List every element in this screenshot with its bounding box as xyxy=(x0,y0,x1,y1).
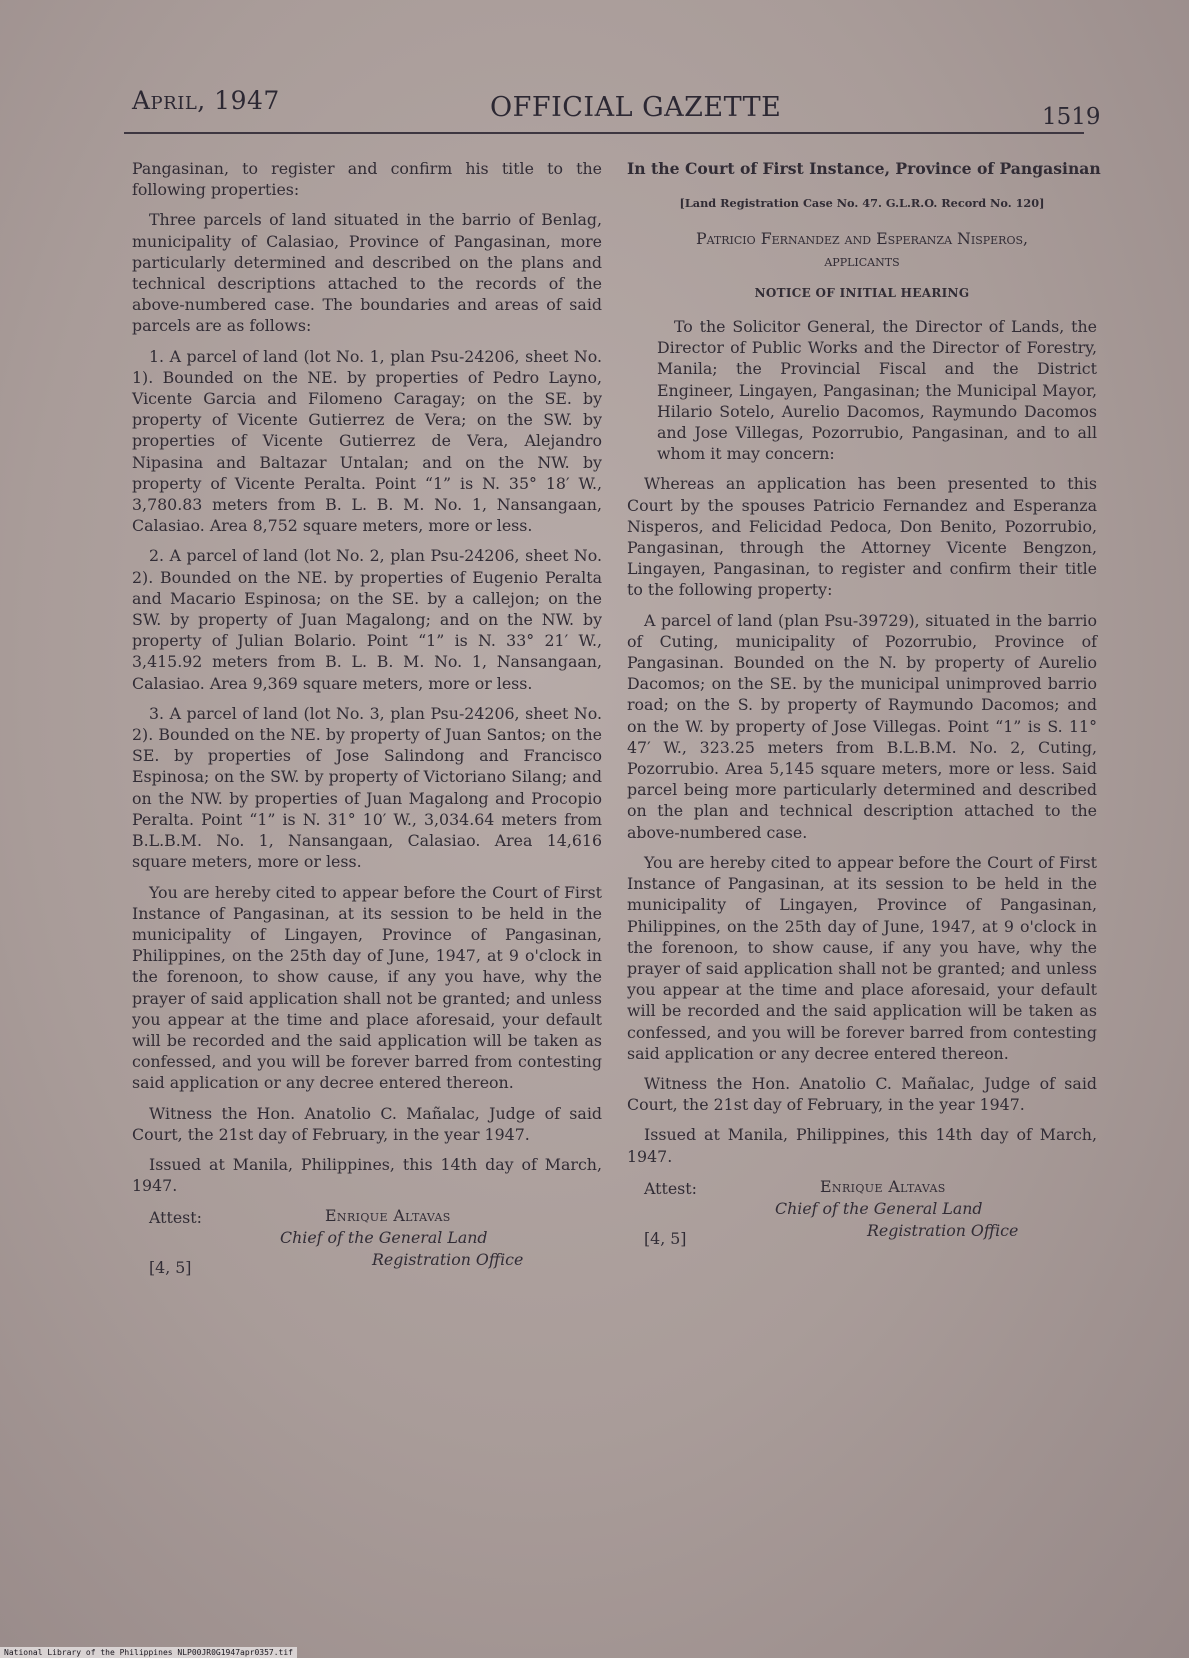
addressee-paragraph: To the Solicitor General, the Director of Lands, the Director of Public Works and the Director of Forestry, Manila; the Provincial Fiscal and the District Engineer, Lingayen, Pangasinan; the Municipal Mayor, Hilario Sotelo, Aurelio Dacomos, Raymundo Dacomos and Jose Villegas, Pozorrubio, Pangasinan, and to all whom it may concern: xyxy=(657,317,1097,464)
citation-paragraph: You are hereby cited to appear before the Court of First Instance of Pangasinan, at its session to be held in the municipality of Lingayen, Province of Pangasinan, Philippines, on the 25th day of June, 1947, at 9 o'clock in the forenoon, to show cause, if any you have, why the prayer of said application shall not be granted; and unless you appear at the time and place aforesaid, your default will be recorded and the said application will be taken as confessed, and you will be forever barred from contesting said application or any decree entered thereon. xyxy=(627,852,1097,1063)
issued-paragraph: Issued at Manila, Philippines, this 14th day of March, 1947. xyxy=(132,1154,602,1196)
parcel-2-paragraph: 2. A parcel of land (lot No. 2, plan Psu-24206, sheet No. 2). Bounded on the NE. by properties of Eugenio Peralta and Macario Espinosa; on the SE. by a callejon; on the SW. by property of Juan Magalong; and on the NW. by property of Julian Bolario. Point “1” is N. 33° 21′ W., 3,415.92 meters from B. L. B. M. No. 1, Nansangaan, Calasiao. Area 9,369 square meters, more or less. xyxy=(132,546,602,693)
intro-paragraph: Pangasinan, to register and confirm his title to the following properties: xyxy=(132,159,602,200)
attest-label: Attest: xyxy=(149,1208,202,1228)
official-name: Enrique Altavas xyxy=(820,1176,946,1196)
case-number: [Land Registration Case No. 47. G.L.R.O. Record No. 120] xyxy=(679,196,1045,211)
applicants-block xyxy=(627,228,1097,270)
applicants-label: applicants xyxy=(824,250,900,270)
header-title: OFFICIAL GAZETTE xyxy=(490,92,782,123)
court-heading: In the Court of First Instance, Province of Pangasinan xyxy=(627,159,1101,178)
witness-paragraph: Witness the Hon. Anatolio C. Mañalac, Judge of said Court, the 21st day of February, in the year 1947. xyxy=(132,1103,602,1144)
right-column xyxy=(627,158,1101,1268)
official-title-line-1: Chief of the General Land xyxy=(280,1228,488,1248)
header-date: April, 1947 xyxy=(132,86,280,115)
citation-paragraph: You are hereby cited to appear before the Court of First Instance of Pangasinan, at its session to be held in the municipality of Lingayen, Province of Pangasinan, Philippines, on the 25th day of June, 1947, at 9 o'clock in the forenoon, to show cause, if any you have, why the prayer of said application shall not be granted; and unless you appear at the time and place aforesaid, your default will be recorded and the said application will be taken as confessed, and you will be forever barred from contesting said application or any decree entered thereon. xyxy=(132,882,602,1093)
left-column xyxy=(132,158,602,1297)
header-rule xyxy=(124,132,1084,134)
official-title-line-2: Registration Office xyxy=(867,1220,1019,1240)
parcel-1-paragraph: 1. A parcel of land (lot No. 1, plan Psu-24206, sheet No. 1). Bounded on the NE. by properties of Pedro Layno, Vicente Garcia and Filomeno Caragay; on the SE. by property of Vicente Gutierrez de Vera; on the SW. by properties of Vicente Gutierrez de Vera, Alejandro Nipasina and Baltazar Untalan; and on the NW. by property of Vicente Peralta. Point “1” is N. 35° 18′ W., 3,780.83 meters from B. L. B. M. No. 1, Nansangaan, Calasiao. Area 8,752 square meters, more or less. xyxy=(132,346,602,536)
issued-paragraph: Issued at Manila, Philippines, this 14th day of March, 1947. xyxy=(627,1125,1097,1166)
attest-label: Attest: xyxy=(644,1178,697,1198)
official-title-line-2: Registration Office xyxy=(372,1250,524,1270)
official-title-line-1: Chief of the General Land xyxy=(775,1198,983,1218)
issue-reference: [4, 5] xyxy=(149,1258,192,1278)
parcels-paragraph: Three parcels of land situated in the barrio of Benlag, municipality of Calasiao, Province of Pangasinan, more particularly determined and described on the plans and technical descriptions attached to the records of the above-numbered case. The boundaries and areas of said parcels are as follows: xyxy=(132,210,602,336)
witness-paragraph: Witness the Hon. Anatolio C. Mañalac, Judge of said Court, the 21st day of February, in the year 1947. xyxy=(627,1073,1097,1115)
applicants-names: Patricio Fernandez and Esperanza Nisperos, xyxy=(695,229,1029,249)
issue-reference: [4, 5] xyxy=(644,1228,687,1248)
signature-block xyxy=(132,1205,602,1297)
application-paragraph: Whereas an application has been presented to this Court by the spouses Patricio Fernandez and Esperanza Nisperos, and Felicidad Pedoca, Don Benito, Pozorrubio, Pangasinan, through the Attorney Vicente Bengzon, Lingayen, Pangasinan, to register and confirm their title to the following property: xyxy=(627,474,1097,600)
parcel-3-paragraph: 3. A parcel of land (lot No. 3, plan Psu-24206, sheet No. 2). Bounded on the NE. by property of Juan Santos; on the SE. by properties of Jose Salindong and Francisco Espinosa; on the SW. by property of Victoriano Silang; and on the NW. by properties of Juan Magalong and Procopio Peralta. Point “1” is N. 31° 10′ W., 3,034.64 meters from B.L.B.M. No. 1, Nansangaan, Calasiao. Area 14,616 square meters, more or less. xyxy=(132,703,602,872)
scan-footer: National Library of the Philippines NLP00JR0G1947apr0357.tif xyxy=(0,1647,297,1658)
notice-title: NOTICE OF INITIAL HEARING xyxy=(754,285,970,300)
official-name: Enrique Altavas xyxy=(325,1206,451,1226)
parcel-paragraph: A parcel of land (plan Psu-39729), situated in the barrio of Cuting, municipality of Pozorrubio, Province of Pangasinan. Bounded on the N. by property of Aurelio Dacomos; on the SE. by the municipal unimproved barrio road; on the S. by property of Raymundo Dacomos; and on the W. by property of Jose Villegas. Point “1” is S. 11° 47′ W., 323.25 meters from B.L.B.M. No. 2, Cuting, Pozorrubio. Area 5,145 square meters, more or less. Said parcel being more particularly determined and described on the plan and technical description attached to the above-numbered case. xyxy=(627,610,1097,842)
page-number: 1519 xyxy=(1042,104,1101,130)
signature-block xyxy=(627,1176,1097,1268)
